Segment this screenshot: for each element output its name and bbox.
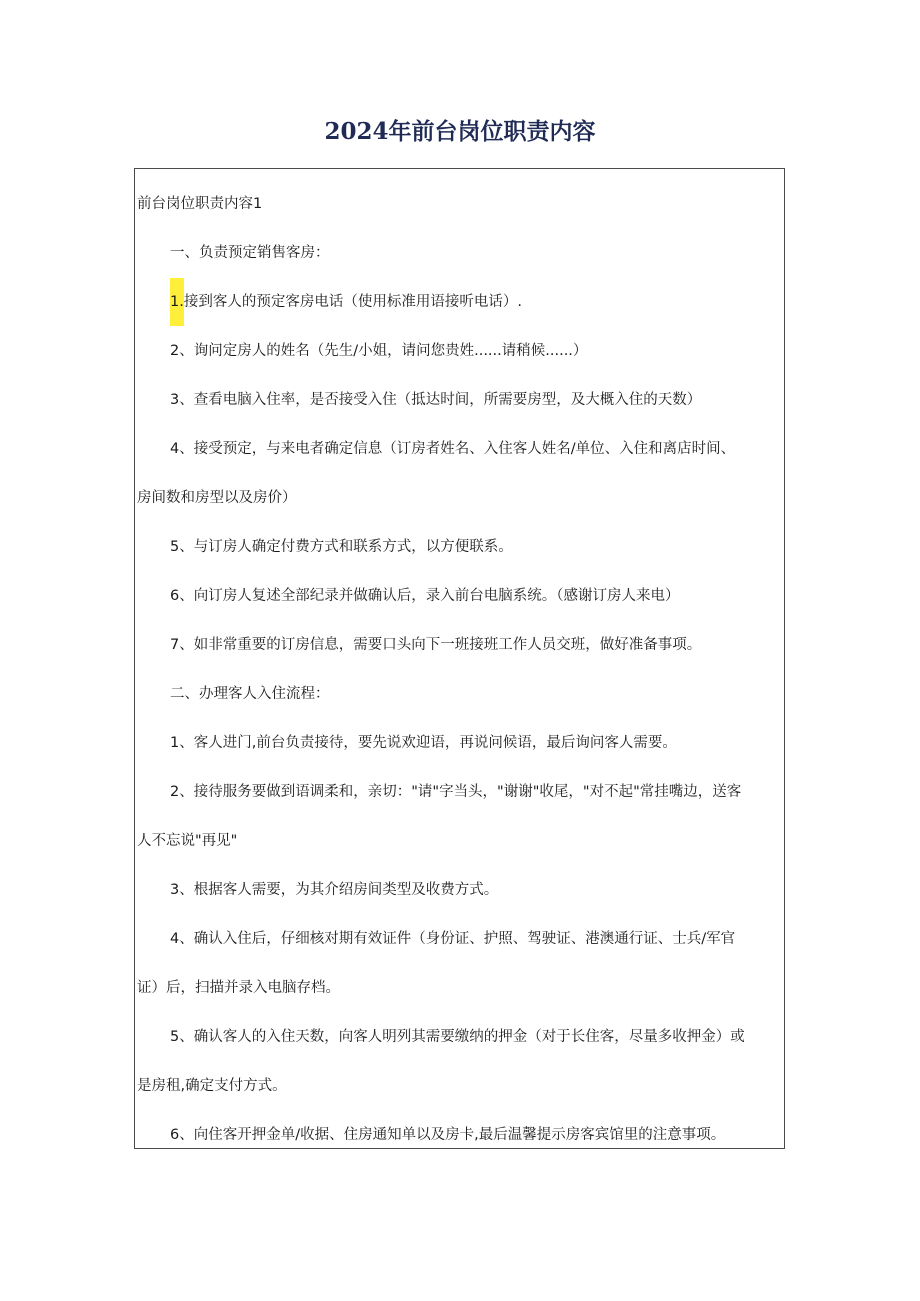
part2-item-5-line2: 是房租,确定支付方式。 <box>137 1078 287 1094</box>
part2-item-2-line2: 人不忘说"再见" <box>137 833 238 849</box>
part2-item-1: 1、客人进门,前台负责接待，要先说欢迎语，再说问候语，最后询问客人需要。 <box>170 735 677 751</box>
part2-item-6: 6、向住客开押金单/收据、住房通知单以及房卡,最后温馨提示房客宾馆里的注意事项。 <box>170 1127 726 1143</box>
part2-item-5-line1: 5、确认客人的入住天数，向客人明列其需要缴纳的押金（对于长住客，尽量多收押金）或 <box>170 1029 745 1045</box>
part2-item-4-line1: 4、确认入住后，仔细核对期有效证件（身份证、护照、驾驶证、港澳通行证、士兵/军官 <box>170 931 736 947</box>
part1-item-4-line2: 房间数和房型以及房价） <box>137 490 297 506</box>
document-title: 2024年前台岗位职责内容 <box>324 118 596 145</box>
part1-item-1 <box>135 292 522 312</box>
part1-item-2: 2、询问定房人的姓名（先生/小姐，请问您贵姓......请稍候......） <box>170 343 588 359</box>
part1-item-6: 6、向订房人复述全部纪录并做确认后，录入前台电脑系统。（感谢订房人来电） <box>170 588 680 604</box>
part1-item-3: 3、查看电脑入住率，是否接受入住（抵达时间，所需要房型，及大概入住的天数） <box>170 392 702 408</box>
part2-heading: 二、办理客人入住流程： <box>170 686 330 702</box>
part1-item-7: 7、如非常重要的订房信息，需要口头向下一班接班工作人员交班，做好准备事项。 <box>170 637 702 653</box>
part1-item-5: 5、与订房人确定付费方式和联系方式，以方便联系。 <box>170 539 513 555</box>
section-heading: 前台岗位职责内容1 <box>137 196 263 212</box>
part1-item-1-text: 接到客人的预定客房电话（使用标准用语接听电话）. <box>183 294 522 310</box>
part1-item-4-line1: 4、接受预定，与来电者确定信息（订房者姓名、入住客人姓名/单位、入住和离店时间、 <box>170 441 736 457</box>
part2-item-4-line2: 证）后，扫描并录入电脑存档。 <box>137 980 340 996</box>
part2-item-3: 3、根据客人需要，为其介绍房间类型及收费方式。 <box>170 882 499 898</box>
part1-heading: 一、负责预定销售客房： <box>170 245 330 261</box>
highlight-marker: 1. <box>170 278 184 326</box>
part2-item-2-line1: 2、接待服务要做到语调柔和，亲切："请"字当头，"谢谢"收尾，"对不起"常挂嘴边，送客 <box>170 784 742 800</box>
content-box <box>134 168 785 1149</box>
